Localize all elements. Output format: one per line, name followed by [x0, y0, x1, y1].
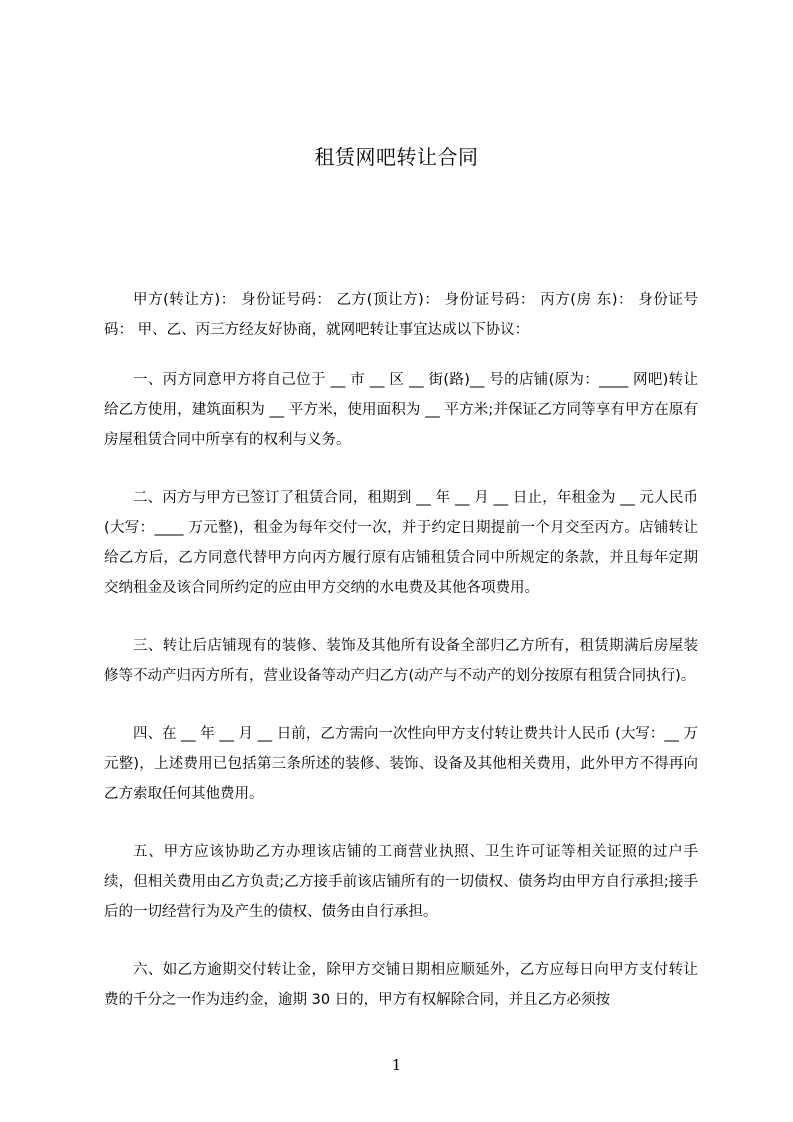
clause-2-paragraph: 二、丙方与甲方已签订了租赁合同，租期到 __ 年 __ 月 __ 日止，年租金为 __ 元人民币(大写：____ 万元整)，租金为每年交付一次，并于约定日期提前一个月交至丙方。店铺转让给乙方后，乙方同意代替甲方向丙方履行原有店铺租赁合同中所规定的条款，并且每年定期交纳租金及该合同所约定的应由甲方交纳的水电费及其他各项费用。 [104, 490, 698, 596]
page-number: 1 [391, 1056, 402, 1074]
parties-paragraph: 甲方(转让方)： 身份证号码： 乙方(顶让方)： 身份证号码： 丙方(房 东)： 身份证号码： 甲、乙、丙三方经友好协商，就网吧转让事宜达成以下协议： [104, 292, 698, 338]
document-title: 租赁网吧转让合同 [314, 145, 479, 169]
document-body [104, 285, 698, 1015]
clause-5-paragraph: 五、甲方应该协助乙方办理该店铺的工商营业执照、卫生许可证等相关证照的过户手续，但相关费用由乙方负责;乙方接手前该店铺所有的一切债权、债务均由甲方自行承担;接手后的一切经营行为及产生的债权、债务由自行承担。 [104, 844, 698, 920]
clause-4-paragraph: 四、在 __ 年 __ 月 __ 日前，乙方需向一次性向甲方支付转让费共计人民币 (大写：__ 万元整)，上述费用已包括第三条所述的装修、装饰、设备及其他相关费用，此外甲方不得再向乙方索取任何其他费用。 [104, 726, 698, 802]
clause-1-paragraph: 一、丙方同意甲方将自己位于 __ 市 __ 区 __ 街(路)__ 号的店铺(原为：____ 网吧)转让给乙方使用，建筑面积为 __ 平方米，使用面积为 __ 平方米;并保证乙方同等享有甲方在原有房屋租赁合同中所享有的权利与义务。 [104, 372, 698, 448]
clause-3-paragraph: 三、转让后店铺现有的装修、装饰及其他所有设备全部归乙方所有，租赁期满后房屋装修等不动产归丙方所有，营业设备等动产归乙方(动产与不动产的划分按原有租赁合同执行)。 [104, 638, 698, 684]
clause-6-paragraph: 六、如乙方逾期交付转让金，除甲方交铺日期相应顺延外，乙方应每日向甲方支付转让费的千分之一作为违约金，逾期 30 日的，甲方有权解除合同，并且乙方必须按 [104, 962, 698, 1008]
